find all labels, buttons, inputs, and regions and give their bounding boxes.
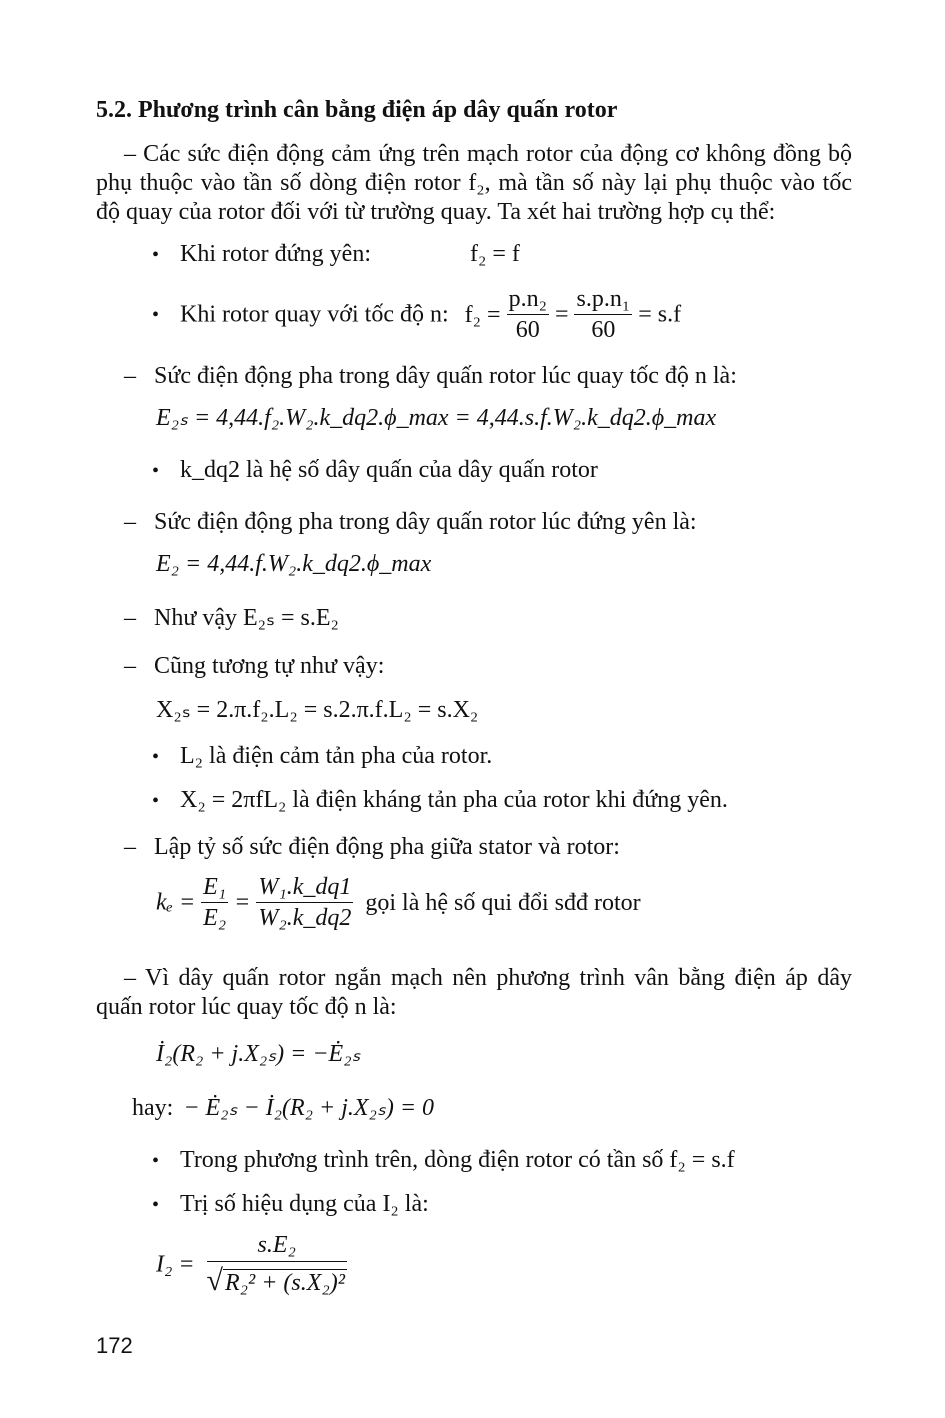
bullet-icon: • <box>152 303 160 326</box>
dash-item-emf-ratio <box>124 833 620 861</box>
equation-i2-magnitude <box>156 1232 347 1298</box>
equation-ke <box>156 874 641 932</box>
dash-icon: – <box>124 834 136 860</box>
page-number: 172 <box>96 1333 133 1358</box>
short-circuit-paragraph-text: – Vì dây quấn rotor ngắn mạch nên phương trình vân bằng điện áp dây quấn rotor lúc quay tốc độ n là: <box>96 965 852 1020</box>
bullet-text: k_dq2 là hệ số dây quấn của dây quấn rotor <box>180 457 598 483</box>
fraction-numerator: s.E₂ <box>207 1232 347 1262</box>
intro-paragraph <box>96 140 852 227</box>
dash-icon: – <box>124 653 136 679</box>
bullet-icon: • <box>152 790 160 812</box>
fraction-se2-over-impedance <box>207 1232 347 1298</box>
bullet-icon: • <box>152 460 160 482</box>
fraction-numerator: E₁ <box>201 874 228 903</box>
dash-item-text: Sức điện động pha trong dây quấn rotor lúc đứng yên là: <box>154 509 697 535</box>
equation-i2-balance: İ₂(R₂ + j.X₂ₛ) = −Ė₂ₛ <box>156 1041 361 1067</box>
square-root-icon: √ <box>206 1264 223 1297</box>
equation-ke-description: gọi là hệ số qui đổi sđđ rotor <box>365 889 641 916</box>
bullet-item-rotor-rotating <box>152 286 681 344</box>
fraction-numerator: s.p.n₁ <box>574 286 632 315</box>
fraction-denominator: W₂.k_dq2 <box>258 905 352 931</box>
equation-hay <box>132 1094 434 1122</box>
dash-item-text: Sức điện động pha trong dây quấn rotor lúc quay tốc độ n là: <box>154 363 737 389</box>
equation-x2s: X₂ₛ = 2.π.f₂.L₂ = s.2.π.f.L₂ = s.X₂ <box>156 697 479 723</box>
fraction-denominator: 60 <box>515 317 540 343</box>
fraction-numerator: p.n₂ <box>507 286 549 315</box>
equation-hay-body: − Ė₂ₛ − İ₂(R₂ + j.X₂ₛ) = 0 <box>183 1095 435 1121</box>
dash-icon: – <box>124 363 136 389</box>
fraction-denominator <box>207 1262 347 1298</box>
fraction-denominator: 60 <box>591 317 616 343</box>
equals-sign: = <box>554 301 569 328</box>
bullet-icon: • <box>152 746 160 768</box>
dash-item-e2s-relation <box>124 604 339 632</box>
bullet-text: Trong phương trình trên, dòng điện rotor có tần số f₂ = s.f <box>180 1147 735 1173</box>
intro-paragraph-text: – Các sức điện động cảm ứng trên mạch rotor của động cơ không đồng bộ phụ thuộc vào tần số dòng điện rotor f₂, mà tần số này lại phụ thuộc vào tốc độ quay của rotor đối với từ trường quay. Ta xét hai trường hợp cụ thể: <box>96 141 852 225</box>
bullet-item-kdq2 <box>152 456 598 485</box>
equation-f2-equals-f: f₂ = f <box>470 241 520 267</box>
bullet-text: X₂ = 2πfL₂ là điện kháng tản pha của rotor khi đứng yên. <box>180 787 728 813</box>
bullet-item-effective-value <box>152 1190 429 1219</box>
equation-f2-rhs: = s.f <box>638 301 682 328</box>
fraction-denominator: E₂ <box>203 905 227 931</box>
bullet-icon: • <box>152 1150 160 1172</box>
fraction-spn1-over-60 <box>574 286 632 344</box>
equation-hay-label: hay: <box>132 1095 174 1121</box>
short-circuit-paragraph <box>96 964 852 1022</box>
equation-ke-lhs: kₑ = <box>156 889 196 916</box>
fraction-numerator: W₁.k_dq1 <box>256 874 353 903</box>
bullet-item-x2 <box>152 786 728 815</box>
bullet-item-l2 <box>152 742 492 771</box>
fraction-pn2-over-60 <box>507 286 549 344</box>
dash-item-text: Lập tỷ số sức điện động pha giữa stator và rotor: <box>154 834 620 860</box>
bullet-icon: • <box>152 1194 160 1216</box>
bullet-icon: • <box>152 244 160 266</box>
bullet-text: Khi rotor đứng yên: <box>180 241 371 267</box>
equals-sign: = <box>234 889 251 916</box>
dash-item-text: Cũng tương tự như vậy: <box>154 653 385 679</box>
dash-icon: – <box>124 509 136 535</box>
bullet-item-rotor-still <box>152 240 371 269</box>
section-heading: 5.2. Phương trình cân bằng điện áp dây quấn rotor <box>96 97 618 123</box>
dash-item-similarly <box>124 652 384 680</box>
equation-e2: E₂ = 4,44.f.W₂.k_dq2.ϕ_max <box>156 551 432 577</box>
fraction-w1k-over-w2k <box>256 874 353 932</box>
equation-e2s: E₂ₛ = 4,44.f₂.W₂.k_dq2.ϕ_max = 4,44.s.f.W₂.k_dq2.ϕ_max <box>156 405 717 431</box>
bullet-item-frequency <box>152 1146 735 1175</box>
dash-icon: – <box>124 605 136 631</box>
square-root-radicand: R₂² + (s.X₂)² <box>225 1270 345 1296</box>
bullet-text: L₂ là điện cảm tản pha của rotor. <box>180 743 493 769</box>
bullet-text: Trị số hiệu dụng của I₂ là: <box>180 1191 429 1217</box>
bullet-text: Khi rotor quay với tốc độ n: <box>180 301 449 328</box>
equation-i2-lhs: I₂ = <box>156 1251 195 1278</box>
dash-item-emf-still <box>124 508 697 536</box>
equation-f2-lhs: f₂ = <box>464 301 501 328</box>
dash-item-emf-rotating <box>124 362 737 390</box>
fraction-e1-over-e2 <box>201 874 228 932</box>
dash-item-text: Như vậy E₂ₛ = s.E₂ <box>154 605 339 631</box>
